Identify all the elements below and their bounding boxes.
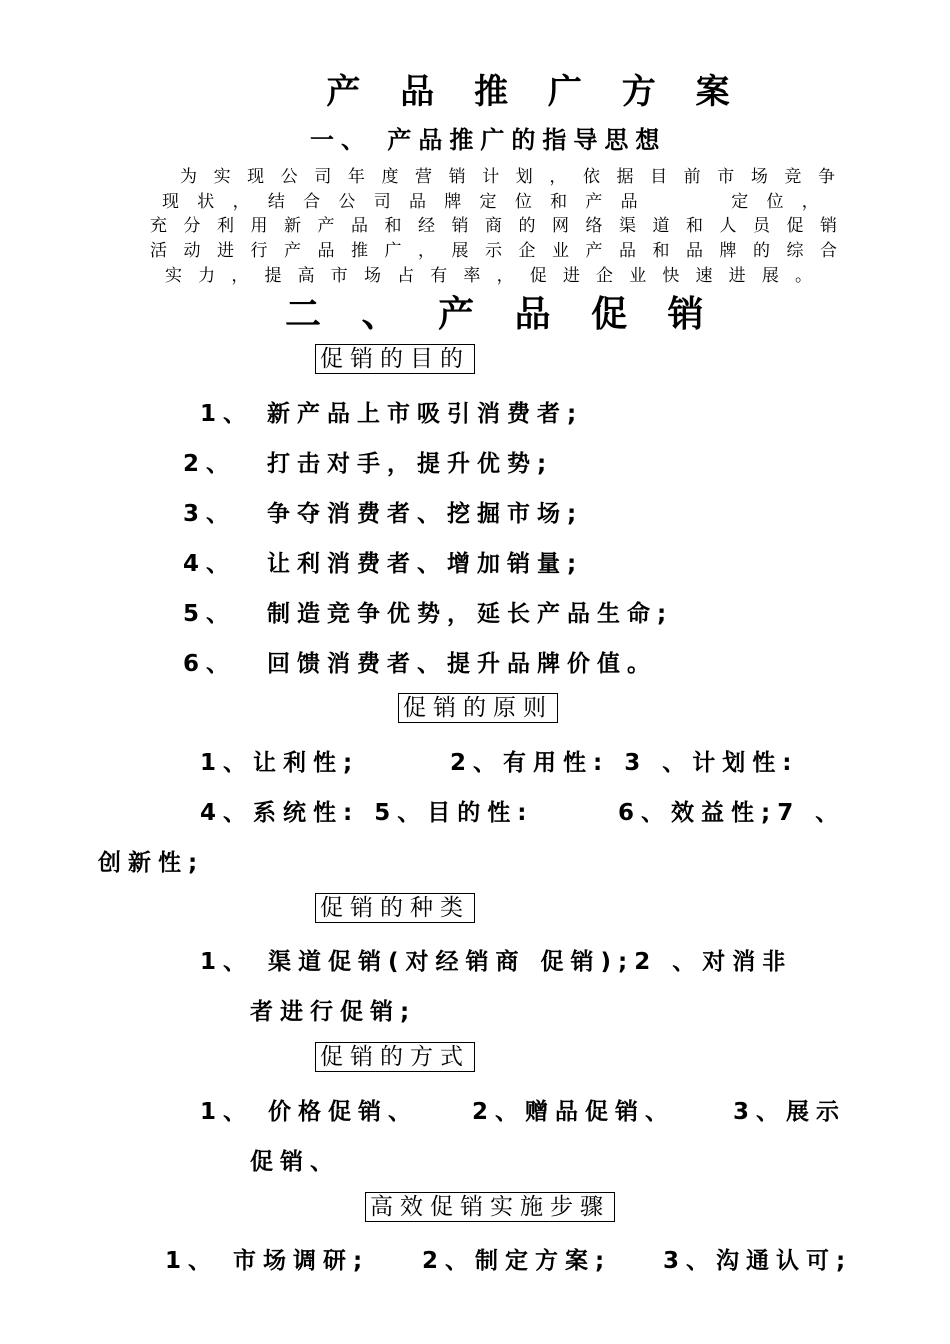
purpose-item-number: 4、 [183, 551, 237, 577]
section1-line [150, 211, 840, 236]
section1-char: 计 [482, 167, 503, 187]
section1-char: 目 [650, 167, 671, 187]
section1-char: 品 [351, 216, 371, 236]
types-label: 促销的种类 [315, 893, 475, 923]
section1-line [150, 236, 840, 261]
section1-char: 划 [515, 167, 536, 187]
section1-heading: 一、 产品推广的指导思想 [310, 126, 667, 154]
section1-char: 行 [250, 241, 271, 261]
section1-char: 依 [582, 167, 603, 187]
section1-line [165, 261, 815, 286]
section1-char: 提 [264, 266, 285, 286]
methods-line1-b: 2、赠品促销、 [472, 1099, 676, 1125]
section1-char: 销 [448, 167, 469, 187]
section1-char: 品 [620, 192, 641, 212]
section1-char: 定 [731, 192, 752, 212]
section1-char: 的 [753, 241, 773, 261]
document-title: 产 品 推 广 方 案 [326, 72, 744, 112]
steps-line1-a: 1、 市场调研; [165, 1248, 370, 1274]
section1-char: 速 [695, 266, 716, 286]
purpose-item-number: 2、 [183, 451, 237, 477]
section1-line [180, 162, 838, 187]
section1-char: 产 [317, 216, 338, 236]
section2-heading: 二 、 产 品 促 销 [285, 294, 718, 335]
section1-char: 前 [683, 167, 704, 187]
principles-line2-a: 4、系统性: 5、目的性: [200, 800, 534, 826]
section1-char: 合 [820, 241, 840, 261]
section1-char: 用 [250, 216, 271, 236]
section1-char: 品 [408, 192, 429, 212]
section1-char: 动 [183, 241, 204, 261]
section1-char: 市 [717, 167, 738, 187]
section1-char: 经 [418, 216, 438, 236]
section1-char: 现 [162, 192, 182, 212]
section1-char: 的 [518, 216, 539, 236]
methods-line2: 促销、 [250, 1149, 340, 1175]
section1-char: 产 [585, 241, 606, 261]
section1-char: 。 [794, 266, 815, 286]
section1-char: ， [231, 266, 252, 286]
section1-char: 快 [662, 266, 683, 286]
section1-char: 牌 [444, 192, 465, 212]
section1-char: 展 [451, 241, 472, 261]
section1-char: 业 [552, 241, 572, 261]
types-line1: 1、 渠道促销(对经销商 促销);2 、对消非 [200, 949, 793, 975]
section1-char: 合 [303, 192, 324, 212]
purpose-item-number: 1、 [200, 401, 254, 427]
section1-char: ， [232, 192, 253, 212]
section1-char: 进 [217, 241, 237, 261]
purpose-item-text: 新产品上市吸引消费者; [267, 401, 584, 427]
section1-char: 力 [198, 266, 219, 286]
section1-char: 商 [485, 216, 505, 236]
section1-char: 分 [183, 216, 204, 236]
section1-char: 活 [150, 241, 170, 261]
section1-char: 广 [384, 241, 405, 261]
section1-char: 场 [363, 266, 384, 286]
section1-char: 充 [150, 216, 170, 236]
section1-char: ， [549, 167, 570, 187]
section1-char: 和 [550, 192, 571, 212]
section1-char: 促 [786, 216, 807, 236]
section1-char: 进 [728, 266, 749, 286]
section1-char: ， [496, 266, 517, 286]
section1-char: 人 [719, 216, 740, 236]
section1-char: 市 [330, 266, 351, 286]
section1-char: 和 [384, 216, 405, 236]
section1-line [162, 187, 822, 212]
section1-char: 度 [381, 167, 402, 187]
section1-char: 产 [585, 192, 606, 212]
section1-char: 位 [514, 192, 535, 212]
section1-char: 产 [284, 241, 304, 261]
section1-char [656, 187, 716, 212]
section1-char: 新 [284, 216, 304, 236]
purpose-item-number: 5、 [183, 601, 237, 627]
section1-char: 和 [686, 216, 706, 236]
principles-line3: 创新性; [98, 850, 205, 876]
section1-char: 结 [267, 192, 288, 212]
section1-char: 络 [585, 216, 606, 236]
section1-char: 企 [518, 241, 539, 261]
section1-char: ， [801, 192, 822, 212]
section1-char: 场 [750, 167, 771, 187]
section1-char: 率 [463, 266, 484, 286]
section1-char: 司 [314, 167, 335, 187]
section1-char: 营 [415, 167, 436, 187]
section1-char: 示 [485, 241, 505, 261]
section1-char: 网 [552, 216, 572, 236]
section1-char: 占 [397, 266, 418, 286]
methods-line1-a: 1、 价格促销、 [200, 1099, 419, 1125]
section1-char: 据 [616, 167, 637, 187]
section1-char: 年 [347, 167, 368, 187]
steps-line1-b: 2、制定方案; [422, 1248, 612, 1274]
section1-char: 道 [652, 216, 673, 236]
section1-char: 促 [529, 266, 550, 286]
purpose-item-number: 3、 [183, 501, 237, 527]
purpose-item-text: 让利消费者、增加销量; [267, 551, 584, 577]
principles-label: 促销的原则 [398, 693, 558, 723]
section1-char: 销 [451, 216, 472, 236]
section1-char: 牌 [719, 241, 740, 261]
section1-char: 渠 [619, 216, 639, 236]
section1-char: ， [418, 241, 438, 261]
purpose-label: 促销的目的 [315, 344, 475, 374]
principles-line2-b: 6、效益性;7 、 [618, 800, 846, 826]
section1-char: 定 [479, 192, 500, 212]
principles-line1-b: 2、有用性: 3 、计划性: [450, 750, 799, 776]
section1-char: 位 [766, 192, 787, 212]
section1-char: 进 [562, 266, 583, 286]
section1-char: 现 [247, 167, 268, 187]
section1-char: 品 [317, 241, 338, 261]
section1-char: 竞 [784, 167, 805, 187]
section1-char: 有 [430, 266, 451, 286]
section1-char: 状 [197, 192, 218, 212]
section1-char: 高 [297, 266, 318, 286]
section1-char: 和 [652, 241, 673, 261]
section1-char: 为 [180, 167, 200, 187]
steps-label: 高效促销实施步骤 [365, 1192, 615, 1222]
section1-char: 实 [213, 167, 234, 187]
section1-char: 员 [753, 216, 773, 236]
section1-char: 争 [817, 167, 838, 187]
purpose-item-text: 打击对手，提升优势; [267, 451, 554, 477]
section1-char: 综 [786, 241, 807, 261]
section1-char: 实 [165, 266, 185, 286]
purpose-item-number: 6、 [183, 651, 237, 677]
section1-char: 司 [373, 192, 394, 212]
purpose-item-text: 回馈消费者、提升品牌价值。 [267, 651, 657, 677]
section1-char: 推 [351, 241, 371, 261]
steps-line1-c: 3、沟通认可; [663, 1248, 853, 1274]
principles-line1-a: 1、让利性; [200, 750, 360, 776]
section1-char: 企 [596, 266, 617, 286]
section1-char: 公 [338, 192, 359, 212]
methods-line1-c: 3、展示 [733, 1099, 847, 1125]
section1-char: 业 [629, 266, 650, 286]
purpose-item-text: 制造竞争优势，延长产品生命; [267, 601, 674, 627]
section1-char: 销 [820, 216, 840, 236]
purpose-item-text: 争夺消费者、挖掘市场; [267, 501, 584, 527]
types-line2: 者进行促销; [250, 999, 417, 1025]
section1-char: 公 [280, 167, 301, 187]
methods-label: 促销的方式 [315, 1042, 475, 1072]
section1-char: 利 [217, 216, 237, 236]
section1-char: 展 [761, 266, 782, 286]
section1-char: 品 [686, 241, 706, 261]
section1-char: 品 [619, 241, 639, 261]
